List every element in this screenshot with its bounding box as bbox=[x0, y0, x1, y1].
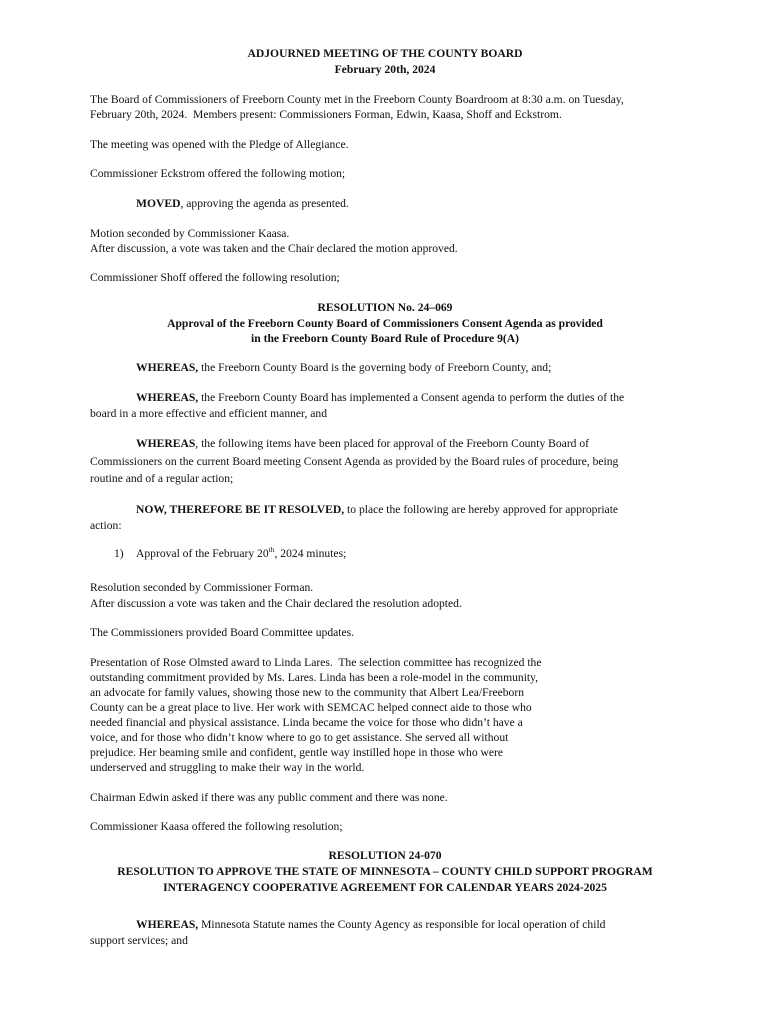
public-comment-text: Chairman Edwin asked if there was any public comment and there was none. bbox=[90, 791, 448, 804]
resolution-070-title-line-2: INTERAGENCY COOPERATIVE AGREEMENT FOR CALENDAR YEARS 2024-2025 bbox=[163, 881, 607, 894]
whereas-2-continued: board in a more effective and efficient manner, and bbox=[90, 407, 327, 420]
pledge-text: The meeting was opened with the Pledge of Allegiance. bbox=[90, 138, 349, 151]
whereas-070-1-text: Minnesota Statute names the County Agency as responsible for local operation of child bbox=[198, 918, 606, 931]
award-line: an advocate for family values, showing those new to the community that Albert Lea/Freeborn bbox=[90, 686, 525, 699]
whereas-1-text: the Freeborn County Board is the governing body of Freeborn County, and; bbox=[198, 361, 552, 374]
resolution-069-title-line-1: Approval of the Freeborn County Board of Commissioners Consent Agenda as provided bbox=[167, 317, 603, 330]
meeting-title: ADJOURNED MEETING OF THE COUNTY BOARD bbox=[247, 47, 523, 60]
whereas-3 bbox=[90, 436, 589, 452]
motion-vote-text: After discussion, a vote was taken and the Chair declared the motion approved. bbox=[90, 242, 458, 255]
resolution-070-number: RESOLUTION 24-070 bbox=[328, 849, 442, 862]
list-item-superscript: th bbox=[268, 545, 275, 555]
meeting-date: February 20th, 2024 bbox=[334, 63, 436, 76]
list-item bbox=[136, 546, 346, 562]
whereas-label: WHEREAS, bbox=[136, 391, 199, 404]
list-item-number: 1) bbox=[114, 547, 124, 560]
committee-updates-text: The Commissioners provided Board Committee updates. bbox=[90, 626, 355, 639]
motion-offer-text: Commissioner Eckstrom offered the following motion; bbox=[90, 167, 346, 180]
resolved-label: NOW, THEREFORE BE IT RESOLVED, bbox=[136, 503, 345, 516]
whereas-2 bbox=[90, 390, 624, 406]
resolution-070-title-line-1: RESOLUTION TO APPROVE THE STATE OF MINNESOTA – COUNTY CHILD SUPPORT PROGRAM bbox=[117, 865, 653, 878]
moved-label: MOVED bbox=[136, 197, 181, 210]
whereas-3-text: , the following items have been placed for approval of the Freeborn County Board of bbox=[195, 437, 590, 450]
whereas-1 bbox=[90, 360, 551, 376]
resolution-seconded-text: Resolution seconded by Commissioner Forman. bbox=[90, 581, 314, 594]
moved-text: , approving the agenda as presented. bbox=[180, 197, 349, 210]
whereas-070-1-continued: support services; and bbox=[90, 934, 188, 947]
resolution-069-title-line-2: in the Freeborn County Board Rule of Procedure 9(A) bbox=[251, 332, 519, 345]
resolution-vote-text: After discussion a vote was taken and the Chair declared the resolution adopted. bbox=[90, 597, 462, 610]
whereas-3-continued-1: Commissioners on the current Board meeting Consent Agenda as provided by the Board rules of procedure, being bbox=[90, 455, 619, 468]
whereas-label: WHEREAS, bbox=[136, 918, 199, 931]
award-line: needed financial and physical assistance. Linda became the voice for those who didn’t have a bbox=[90, 716, 523, 729]
list-item-text-b: , 2024 minutes; bbox=[274, 547, 347, 560]
kaasa-offer-text: Commissioner Kaasa offered the following resolution; bbox=[90, 820, 343, 833]
moved-paragraph bbox=[90, 196, 349, 212]
motion-seconded-text: Motion seconded by Commissioner Kaasa. bbox=[90, 227, 290, 240]
list-item-text-a: Approval of the February 20 bbox=[136, 547, 269, 560]
award-line: Presentation of Rose Olmsted award to Linda Lares. The selection committee has recognized the bbox=[90, 656, 542, 669]
intro-line-2: February 20th, 2024. Members present: Commissioners Forman, Edwin, Kaasa, Shoff and Eckstrom. bbox=[90, 108, 562, 121]
whereas-label: WHEREAS bbox=[136, 437, 196, 450]
resolved-continued: action: bbox=[90, 519, 122, 532]
intro-line-1: The Board of Commissioners of Freeborn County met in the Freeborn County Boardroom at 8:30 a.m. on Tuesday, bbox=[90, 93, 624, 106]
resolution-069-number: RESOLUTION No. 24–069 bbox=[317, 301, 453, 314]
whereas-3-continued-2: routine and of a regular action; bbox=[90, 472, 234, 485]
award-line: prejudice. Her beaming smile and confident, gentle way instilled hope in those who were bbox=[90, 746, 504, 759]
award-line: underserved and struggling to make their way in the world. bbox=[90, 761, 365, 774]
whereas-070-1 bbox=[90, 917, 605, 933]
resolved-paragraph bbox=[90, 502, 618, 518]
whereas-2-text: the Freeborn County Board has implemented a Consent agenda to perform the duties of the bbox=[198, 391, 625, 404]
award-line: County can be a great place to live. Her work with SEMCAC helped connect aide to those who bbox=[90, 701, 532, 714]
award-line: voice, and for those who didn’t know where to go to get assistance. She served all without bbox=[90, 731, 509, 744]
resolved-text: to place the following are hereby approved for appropriate bbox=[344, 503, 619, 516]
award-line: outstanding commitment provided by Ms. Lares. Linda has been a role-model in the community, bbox=[90, 671, 539, 684]
resolution-offer-text: Commissioner Shoff offered the following resolution; bbox=[90, 271, 340, 284]
whereas-label: WHEREAS, bbox=[136, 361, 199, 374]
